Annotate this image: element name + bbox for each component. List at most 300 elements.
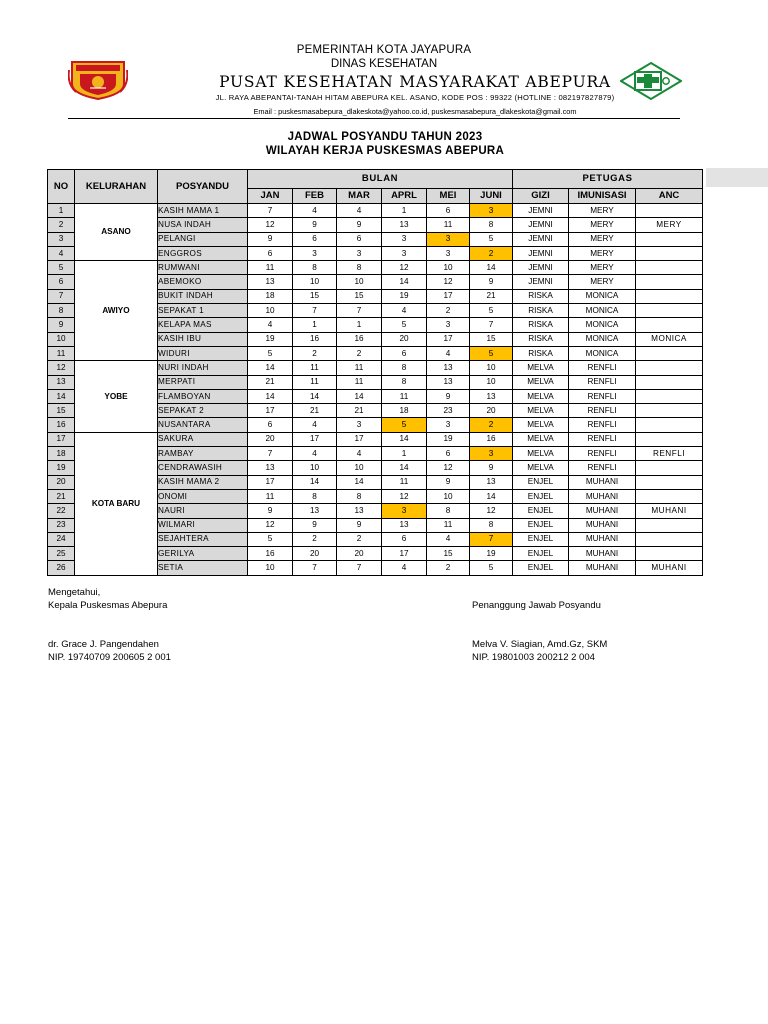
posyandu-name: WILMARI [158,518,248,532]
month-day-cell: 6 [248,418,293,432]
anc-officer [636,418,703,432]
posyandu-name: KASIH MAMA 2 [158,475,248,489]
anc-officer [636,547,703,561]
month-day-cell: 12 [248,518,293,532]
gizi-officer: MELVA [513,389,569,403]
month-day-cell: 7 [337,561,382,575]
month-day-cell: 10 [470,375,513,389]
imunisasi-officer: MONICA [569,318,636,332]
month-day-cell: 20 [382,332,427,346]
gizi-officer: MELVA [513,404,569,418]
month-day-cell: 10 [427,261,470,275]
gizi-officer: MELVA [513,461,569,475]
month-day-cell: 17 [293,432,337,446]
gizi-officer: RISKA [513,289,569,303]
month-day-cell: 3 [293,246,337,260]
table-row [48,261,703,275]
row-number: 2 [48,218,75,232]
anc-officer: MERY [636,218,703,232]
row-number: 4 [48,246,75,260]
month-day-cell: 15 [293,289,337,303]
row-number: 9 [48,318,75,332]
imunisasi-officer: MERY [569,218,636,232]
sign-right-line1: Penanggung Jawab Posyandu [472,600,601,611]
imunisasi-officer: MUHANI [569,547,636,561]
month-day-cell: 12 [248,218,293,232]
month-day-cell: 2 [470,246,513,260]
col-header-bulan: BULAN [248,170,513,189]
gizi-officer: ENJEL [513,532,569,546]
posyandu-name: SEPAKAT 1 [158,304,248,318]
row-number: 8 [48,304,75,318]
month-day-cell: 20 [248,432,293,446]
month-day-cell: 9 [470,275,513,289]
government-name: PEMERINTAH KOTA JAYAPURA [296,44,472,56]
row-number: 23 [48,518,75,532]
anc-officer: MUHANI [636,561,703,575]
month-day-cell: 8 [337,261,382,275]
col-header-month: MAR [337,189,382,204]
month-day-cell: 10 [248,561,293,575]
month-day-cell: 12 [382,261,427,275]
month-day-cell: 5 [470,346,513,360]
sign-right-nip: NIP. 19801003 200212 2 004 [472,652,595,663]
month-day-cell: 14 [248,389,293,403]
month-day-cell: 1 [382,204,427,218]
month-day-cell: 1 [293,318,337,332]
posyandu-name: SEPAKAT 2 [158,404,248,418]
anc-officer: MUHANI [636,504,703,518]
month-day-cell: 3 [427,318,470,332]
month-day-cell: 8 [427,504,470,518]
row-number: 18 [48,447,75,461]
imunisasi-officer: RENFLI [569,361,636,375]
month-day-cell: 15 [337,289,382,303]
posyandu-name: WIDURI [158,346,248,360]
row-number: 25 [48,547,75,561]
anc-officer [636,518,703,532]
posyandu-name: NAURI [158,504,248,518]
table-row [48,204,703,218]
month-day-cell: 20 [337,547,382,561]
posyandu-name: GERILYA [158,547,248,561]
gizi-officer: RISKA [513,304,569,318]
month-day-cell: 11 [293,361,337,375]
anc-officer [636,261,703,275]
gizi-officer: RISKA [513,318,569,332]
email-line: Email : puskesmasabepura_dlakeskota@yahoo.co.id, puskesmasabepura_dlakeskota@gmail.com [253,107,577,116]
month-day-cell: 6 [427,447,470,461]
row-number: 6 [48,275,75,289]
row-number: 11 [48,346,75,360]
col-header-month: FEB [293,189,337,204]
month-day-cell: 12 [427,461,470,475]
month-day-cell: 20 [470,404,513,418]
month-day-cell: 11 [427,218,470,232]
month-day-cell: 8 [470,218,513,232]
month-day-cell: 5 [382,418,427,432]
month-day-cell: 10 [337,275,382,289]
posyandu-name: CENDRAWASIH [158,461,248,475]
month-day-cell: 3 [382,232,427,246]
month-day-cell: 9 [293,518,337,532]
row-number: 15 [48,404,75,418]
month-day-cell: 19 [470,547,513,561]
col-header-month: MEI [427,189,470,204]
month-day-cell: 4 [293,204,337,218]
posyandu-name: RUMWANI [158,261,248,275]
month-day-cell: 14 [382,461,427,475]
month-day-cell: 15 [427,547,470,561]
month-day-cell: 6 [248,246,293,260]
col-header-kelurahan: KELURAHAN [75,170,158,204]
address-line: JL. RAYA ABEPANTAI-TANAH HITAM ABEPURA KEL. ASANO, KODE POS : 99322 (HOTLINE : 082197827879) [215,93,615,102]
imunisasi-officer: MUHANI [569,532,636,546]
month-day-cell: 17 [248,475,293,489]
month-day-cell: 3 [470,204,513,218]
row-number: 19 [48,461,75,475]
month-day-cell: 13 [337,504,382,518]
schedule-table [47,169,703,576]
posyandu-name: RAMBAY [158,447,248,461]
anc-officer [636,389,703,403]
posyandu-name: SAKURA [158,432,248,446]
gizi-officer: JEMNI [513,204,569,218]
row-number: 16 [48,418,75,432]
col-header-no: NO [48,170,75,204]
imunisasi-officer: MERY [569,204,636,218]
month-day-cell: 3 [337,418,382,432]
imunisasi-officer: RENFLI [569,375,636,389]
anc-officer [636,475,703,489]
month-day-cell: 2 [427,304,470,318]
anc-officer: MONICA [636,332,703,346]
header-divider [68,118,680,119]
month-day-cell: 7 [337,304,382,318]
month-day-cell: 2 [427,561,470,575]
month-day-cell: 7 [248,204,293,218]
col-header-month: JAN [248,189,293,204]
imunisasi-officer: MERY [569,232,636,246]
row-number: 5 [48,261,75,275]
month-day-cell: 16 [337,332,382,346]
col-header-staff: ANC [636,189,703,204]
posyandu-name: ABEMOKO [158,275,248,289]
month-day-cell: 19 [382,289,427,303]
row-number: 3 [48,232,75,246]
month-day-cell: 17 [382,547,427,561]
month-day-cell: 6 [382,532,427,546]
month-day-cell: 11 [248,261,293,275]
anc-officer [636,246,703,260]
anc-officer [636,489,703,503]
month-day-cell: 14 [470,261,513,275]
month-day-cell: 8 [293,489,337,503]
col-header-staff: GIZI [513,189,569,204]
month-day-cell: 11 [427,518,470,532]
month-day-cell: 3 [470,447,513,461]
month-day-cell: 6 [382,346,427,360]
month-day-cell: 9 [337,518,382,532]
col-header-month: JUNI [470,189,513,204]
kelurahan-cell: ASANO [75,204,158,261]
anc-officer [636,318,703,332]
month-day-cell: 11 [293,375,337,389]
month-day-cell: 5 [382,318,427,332]
row-number: 10 [48,332,75,346]
month-day-cell: 18 [382,404,427,418]
posyandu-name: PELANGI [158,232,248,246]
month-day-cell: 23 [427,404,470,418]
month-day-cell: 13 [248,461,293,475]
month-day-cell: 16 [248,547,293,561]
imunisasi-officer: RENFLI [569,447,636,461]
anc-officer [636,289,703,303]
month-day-cell: 2 [293,346,337,360]
row-number: 17 [48,432,75,446]
gizi-officer: JEMNI [513,246,569,260]
month-day-cell: 15 [470,332,513,346]
month-day-cell: 13 [470,389,513,403]
posyandu-name: SETIA [158,561,248,575]
gizi-officer: RISKA [513,332,569,346]
row-number: 20 [48,475,75,489]
month-day-cell: 10 [293,461,337,475]
month-day-cell: 4 [427,346,470,360]
month-day-cell: 9 [427,475,470,489]
month-day-cell: 17 [337,432,382,446]
month-day-cell: 21 [470,289,513,303]
sign-left-line1: Mengetahui, [48,587,101,598]
imunisasi-officer: MUHANI [569,561,636,575]
anc-officer [636,404,703,418]
month-day-cell: 14 [248,361,293,375]
anc-officer [636,532,703,546]
gizi-officer: ENJEL [513,561,569,575]
anc-officer [636,461,703,475]
month-day-cell: 1 [382,447,427,461]
kelurahan-cell: AWIYO [75,261,158,361]
month-day-cell: 14 [382,432,427,446]
col-header-petugas: PETUGAS [513,170,703,189]
month-day-cell: 4 [382,304,427,318]
imunisasi-officer: MUHANI [569,489,636,503]
month-day-cell: 12 [427,275,470,289]
row-number: 14 [48,389,75,403]
col-header-month: APRL [382,189,427,204]
month-day-cell: 8 [293,261,337,275]
month-day-cell: 21 [293,404,337,418]
department-name: DINAS KESEHATAN [330,58,438,70]
month-day-cell: 6 [427,204,470,218]
anc-officer [636,346,703,360]
month-day-cell: 19 [248,332,293,346]
gizi-officer: ENJEL [513,547,569,561]
posyandu-name: NUSA INDAH [158,218,248,232]
posyandu-name: ONOMI [158,489,248,503]
imunisasi-officer: MONICA [569,346,636,360]
month-day-cell: 3 [427,246,470,260]
side-tab [706,168,768,187]
gizi-officer: JEMNI [513,232,569,246]
month-day-cell: 11 [248,489,293,503]
month-day-cell: 5 [248,346,293,360]
imunisasi-officer: MONICA [569,289,636,303]
month-day-cell: 11 [382,475,427,489]
gizi-officer: ENJEL [513,504,569,518]
month-day-cell: 16 [293,332,337,346]
month-day-cell: 6 [337,232,382,246]
organization-name: PUSAT KESEHATAN MASYARAKAT ABEPURA [219,73,611,91]
month-day-cell: 19 [427,432,470,446]
imunisasi-officer: RENFLI [569,389,636,403]
row-number: 12 [48,361,75,375]
month-day-cell: 4 [427,532,470,546]
document-subtitle: WILAYAH KERJA PUSKESMAS ABEPURA [265,145,505,157]
imunisasi-officer: MERY [569,261,636,275]
anc-officer [636,204,703,218]
month-day-cell: 7 [248,447,293,461]
month-day-cell: 4 [293,418,337,432]
month-day-cell: 7 [470,318,513,332]
month-day-cell: 14 [337,475,382,489]
posyandu-name: ENGGROS [158,246,248,260]
month-day-cell: 2 [337,346,382,360]
posyandu-name: SEJAHTERA [158,532,248,546]
month-day-cell: 14 [293,475,337,489]
month-day-cell: 10 [248,304,293,318]
gizi-officer: MELVA [513,418,569,432]
month-day-cell: 16 [470,432,513,446]
gizi-officer: MELVA [513,447,569,461]
month-day-cell: 7 [293,561,337,575]
posyandu-name: MERPATI [158,375,248,389]
row-number: 21 [48,489,75,503]
month-day-cell: 8 [337,489,382,503]
month-day-cell: 9 [427,389,470,403]
month-day-cell: 13 [427,361,470,375]
month-day-cell: 21 [248,375,293,389]
month-day-cell: 4 [382,561,427,575]
month-day-cell: 3 [382,504,427,518]
month-day-cell: 4 [293,447,337,461]
row-number: 26 [48,561,75,575]
row-number: 22 [48,504,75,518]
table-row [48,361,703,375]
month-day-cell: 10 [337,461,382,475]
month-day-cell: 7 [293,304,337,318]
anc-officer [636,304,703,318]
month-day-cell: 8 [470,518,513,532]
month-day-cell: 5 [470,561,513,575]
gizi-officer: MELVA [513,361,569,375]
imunisasi-officer: MERY [569,275,636,289]
month-day-cell: 14 [382,275,427,289]
month-day-cell: 10 [427,489,470,503]
posyandu-name: KASIH IBU [158,332,248,346]
month-day-cell: 3 [427,418,470,432]
month-day-cell: 11 [337,375,382,389]
month-day-cell: 5 [470,232,513,246]
month-day-cell: 1 [337,318,382,332]
imunisasi-officer: RENFLI [569,404,636,418]
imunisasi-officer: RENFLI [569,461,636,475]
imunisasi-officer: MONICA [569,332,636,346]
month-day-cell: 17 [248,404,293,418]
posyandu-name: KASIH MAMA 1 [158,204,248,218]
month-day-cell: 10 [470,361,513,375]
anc-officer [636,361,703,375]
anc-officer [636,432,703,446]
month-day-cell: 21 [337,404,382,418]
gizi-officer: ENJEL [513,518,569,532]
month-day-cell: 13 [382,218,427,232]
posyandu-name: KELAPA MAS [158,318,248,332]
col-header-staff: IMUNISASI [569,189,636,204]
kelurahan-cell: KOTA BARU [75,432,158,575]
month-day-cell: 9 [248,504,293,518]
month-day-cell: 8 [382,375,427,389]
sign-right-name: Melva V. Siagian, Amd.Gz, SKM [472,639,608,650]
posyandu-name: BUKIT INDAH [158,289,248,303]
month-day-cell: 4 [337,204,382,218]
col-header-posyandu: POSYANDU [158,170,248,204]
month-day-cell: 9 [337,218,382,232]
imunisasi-officer: MERY [569,246,636,260]
posyandu-name: NUSANTARA [158,418,248,432]
row-number: 1 [48,204,75,218]
month-day-cell: 12 [470,504,513,518]
month-day-cell: 14 [337,389,382,403]
imunisasi-officer: RENFLI [569,432,636,446]
table-row [48,432,703,446]
month-day-cell: 7 [470,532,513,546]
month-day-cell: 13 [427,375,470,389]
month-day-cell: 18 [248,289,293,303]
gizi-officer: RISKA [513,346,569,360]
month-day-cell: 5 [470,304,513,318]
month-day-cell: 3 [337,246,382,260]
anc-officer: RENFLI [636,447,703,461]
imunisasi-officer: MUHANI [569,504,636,518]
imunisasi-officer: MUHANI [569,518,636,532]
gizi-officer: JEMNI [513,261,569,275]
sign-left-nip: NIP. 19740709 200605 2 001 [48,652,171,663]
gizi-officer: JEMNI [513,218,569,232]
month-day-cell: 8 [382,361,427,375]
anc-officer [636,375,703,389]
month-day-cell: 11 [337,361,382,375]
month-day-cell: 13 [248,275,293,289]
month-day-cell: 20 [293,547,337,561]
anc-officer [636,232,703,246]
month-day-cell: 17 [427,332,470,346]
month-day-cell: 3 [382,246,427,260]
imunisasi-officer: MUHANI [569,475,636,489]
month-day-cell: 13 [293,504,337,518]
month-day-cell: 2 [337,532,382,546]
sign-left-name: dr. Grace J. Pangendahen [48,639,159,650]
month-day-cell: 12 [382,489,427,503]
gizi-officer: ENJEL [513,475,569,489]
month-day-cell: 3 [427,232,470,246]
row-number: 13 [48,375,75,389]
gizi-officer: ENJEL [513,489,569,503]
month-day-cell: 2 [293,532,337,546]
anc-officer [636,275,703,289]
month-day-cell: 4 [337,447,382,461]
month-day-cell: 13 [470,475,513,489]
